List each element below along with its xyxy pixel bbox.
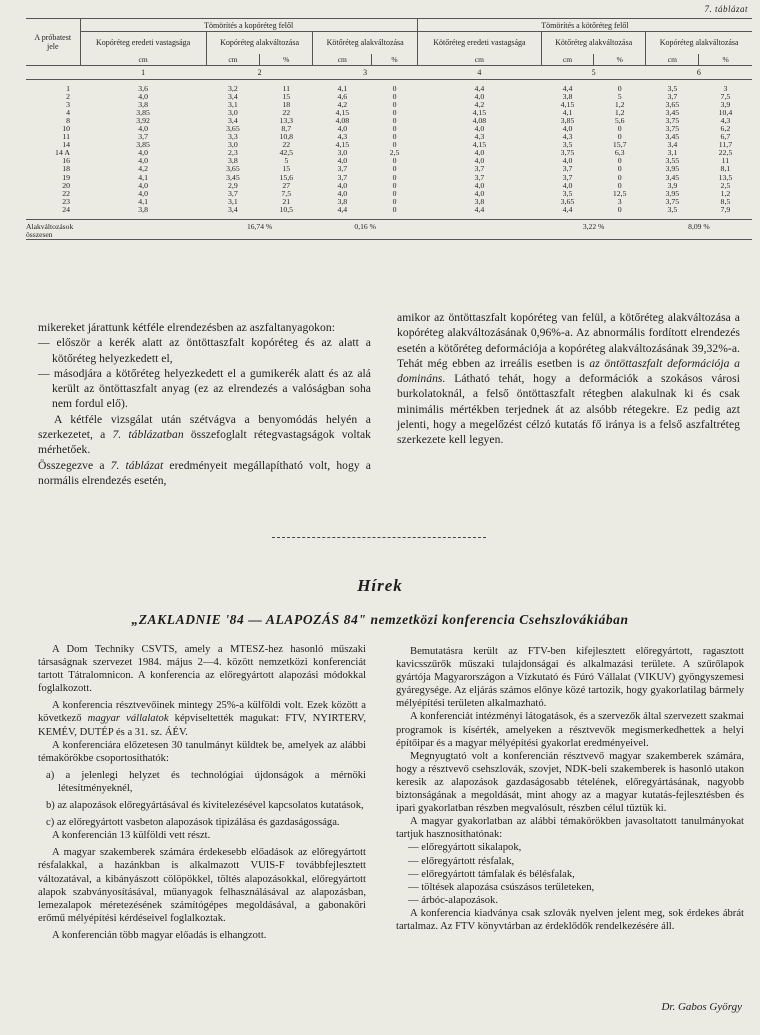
value-cell: 6,2 — [720, 123, 731, 133]
dash-item: — másodjára a kötőréteg helyezkedett el a gumikerék alatt és az alá került az öntöttaszfalt anyag (ez az elrendezés a valóságban soha nem fordul elő). — [38, 366, 371, 411]
value-cell: 3,6 — [138, 83, 148, 93]
value-cell: 0 — [392, 156, 397, 166]
value-cell: 4,4 — [474, 83, 485, 93]
value-cell: 4,6 — [337, 91, 348, 101]
table-row — [26, 141, 752, 149]
value-cell: 4,1 — [138, 172, 148, 182]
summary-binder-deformation: 0,16 % — [313, 219, 417, 240]
value-cell: 4,0 — [138, 91, 148, 101]
value-cell: 3,1 — [667, 148, 678, 158]
value-cell: 7,9 — [720, 204, 731, 214]
value-cell: 0 — [392, 172, 397, 182]
paragraph: amikor az öntöttaszfalt kopóréteg van felül, a kötőréteg alakváltozása a kopóréteg alakváltozásának 0,96%-a. Az abnormális fordított elrendezés esetén a kötőréteg deformációja a kopóréteg alakváltozásának 39,32%-a. Tehát még ebben az irreális esetben is az öntöttaszfalt deformációja a domináns. Látható tehát, hogy a deformációk a szokásos városi burkolatoknál, a felső öntöttaszfalt rétegben alakulnak ki és csak minimális mértékben terjednek át az alsóbb rétegekre. Ez pedig azt jelenti, hogy a megelőzést célzó kutatás fő iránya is a felső aszfaltréteg szerkezete kell legyen. — [397, 311, 740, 447]
paragraph: A magyar szakemberek számára érdekesebb előadások az előregyártott résfalakkal, a hazánkban is alkalmazott VUIS-F továbbfejlesztett változatával, a kibányászott cölöpökkel, töltés alapozásokkal, előregyártott alapok szabványosításával, műanyagok felhasználásával az alapozásban, lemezalapok méretezésének számítógépes megoldásával, a gabonaköri erőmű mélyépítési kérdéseivel foglalkoztak. — [38, 847, 366, 924]
value-cell: 0 — [392, 123, 397, 133]
value-cell: 3,45 — [665, 172, 680, 182]
col-header-wear-deformation: Kopóréteg alakváltozása — [206, 32, 313, 54]
table-row — [26, 174, 752, 182]
value-cell: 3,65 — [665, 99, 680, 109]
col-header-wear-deformation-2: Kopóréteg alakváltozása — [646, 32, 752, 54]
specimen-id-cell: 18 — [62, 164, 70, 174]
value-cell: 4,0 — [474, 180, 485, 190]
value-cell: 4,0 — [474, 91, 485, 101]
unit-cm: cm — [313, 54, 372, 66]
value-cell: 4,1 — [337, 83, 348, 93]
paragraph: A konferencia résztvevőinek mintegy 25%-a külföldi volt. Ezek között a következő magyar vállalatok képviseltették magukat: FTV, NYIRTERV, KEMÉV, DUTÉP és a 31. sz. ÁÉV. — [38, 700, 366, 738]
value-cell: 0 — [392, 204, 397, 214]
value-cell: 3,5 — [562, 140, 573, 150]
value-cell: 3,2 — [228, 83, 238, 93]
value-cell: 4,1 — [138, 196, 148, 206]
unit-pct: % — [699, 54, 752, 66]
value-cell: 10,8 — [279, 132, 294, 142]
value-cell: 3,75 — [560, 148, 575, 158]
unit-cm: cm — [206, 54, 259, 66]
value-cell: 13,5 — [718, 172, 733, 182]
value-cell: 3,0 — [228, 140, 238, 150]
value-cell: 0 — [392, 140, 397, 150]
value-cell: 5 — [284, 156, 289, 166]
value-cell: 4,3 — [337, 132, 348, 142]
value-cell: 3,45 — [665, 132, 680, 142]
section-divider — [272, 537, 486, 538]
paragraph: A konferenciára előzetesen 30 tanulmányt küldtek be, amelyek az alábbi témakörökbe csoportosíthatók: — [38, 739, 366, 764]
col-header-specimen: A próbatest jele — [26, 19, 80, 66]
value-cell: 0 — [392, 188, 397, 198]
value-cell: 3,65 — [226, 123, 240, 133]
value-cell: 6,7 — [720, 132, 731, 142]
col-header-binder-thickness: Kötőréteg eredeti vastagsága — [417, 32, 541, 54]
value-cell: 22,5 — [718, 148, 733, 158]
value-cell: 3,5 — [562, 188, 573, 198]
col-header-wear-thickness: Kopóréteg eredeti vastagsága — [80, 32, 206, 54]
col-number: 6 — [646, 66, 752, 80]
value-cell: 4,4 — [337, 204, 348, 214]
value-cell: 3,85 — [136, 140, 150, 150]
value-cell: 4,0 — [562, 123, 573, 133]
value-cell: 4,15 — [472, 140, 487, 150]
value-cell: 4,0 — [337, 180, 348, 190]
table-row — [26, 133, 752, 141]
value-cell: 4,0 — [337, 123, 348, 133]
unit-cm: cm — [417, 54, 541, 66]
value-cell: 5,6 — [614, 115, 625, 125]
specimen-id-cell: 11 — [62, 132, 70, 142]
unit-pct: % — [260, 54, 313, 66]
value-cell: 4,08 — [472, 115, 487, 125]
table-row — [26, 93, 752, 101]
author-signature: Dr. Gabos György — [661, 1001, 742, 1013]
table-row — [26, 101, 752, 109]
value-cell: 7,5 — [720, 91, 731, 101]
value-cell: 0 — [392, 91, 397, 101]
value-cell: 0 — [392, 83, 397, 93]
value-cell: 3,7 — [667, 91, 678, 101]
value-cell: 0 — [617, 164, 622, 174]
value-cell: 8,7 — [281, 123, 292, 133]
paragraph: A magyar gyakorlatban az alábbi témakörökben javasoltatott tanulmányokat tartjuk hasznosíthatónak: — [396, 816, 744, 841]
value-cell: 5 — [617, 91, 622, 101]
paragraph: mikereket járattunk kétféle elrendezésben az aszfaltanyagokon: — [38, 321, 335, 334]
value-cell: 0 — [392, 164, 397, 174]
value-cell: 10,5 — [279, 204, 294, 214]
value-cell: 3,8 — [138, 99, 148, 109]
paragraph: A konferencián több magyar előadás is elhangzott. — [52, 929, 267, 941]
specimen-id-cell: 20 — [62, 180, 70, 190]
col-number: 1 — [80, 66, 206, 80]
table-row — [26, 149, 752, 157]
paragraph: Összegezve a 7. táblázat eredményeit megállapítható volt, hogy a normális elrendezés esetén, — [38, 458, 372, 487]
article-right-column — [397, 310, 740, 448]
specimen-id-cell: 22 — [62, 188, 70, 198]
paragraph: A kétféle vizsgálat után szétvágva a benyomódás helyén a szerkezetet, a 7. táblázatban összefoglalt rétegvastagságok voltak mérhetőek. — [38, 412, 371, 457]
table-row — [26, 85, 752, 93]
value-cell: 3,8 — [474, 196, 485, 206]
value-cell: 7,5 — [281, 188, 292, 198]
summary-wear-deformation: 16,74 % — [206, 219, 313, 240]
value-cell: 15,6 — [279, 172, 294, 182]
group-header-wear: Tömörítés a kopóréteg felől — [80, 19, 417, 32]
value-cell: 4,1 — [562, 107, 573, 117]
group-header-binder: Tömörítés a kötőréteg felől — [417, 19, 752, 32]
value-cell: 3,5 — [667, 83, 678, 93]
value-cell: 6,3 — [614, 148, 625, 158]
value-cell: 3,45 — [665, 107, 680, 117]
value-cell: 3,8 — [138, 204, 148, 214]
value-cell: 2,5 — [389, 148, 400, 158]
value-cell: 3,4 — [228, 91, 238, 101]
value-cell: 3,85 — [560, 115, 575, 125]
value-cell: 3,7 — [474, 172, 485, 182]
value-cell: 0 — [617, 204, 622, 214]
value-cell: 4,15 — [335, 140, 350, 150]
specimen-id-cell: 24 — [62, 204, 70, 214]
unit-pct: % — [594, 54, 646, 66]
value-cell: 4,0 — [474, 156, 485, 166]
paragraph: Megnyugtató volt a konferencián résztvevő magyar szakemberek számára, hogy a résztvevő csehszlovák, szovjet, NDK-beli szakemberek is hasonló utakon keresik az alapozások gazdaságosabb tételének, előregyártásának, nagyobb biztonságának a megoldását, mint ahogy az a magyar kutatás-fejlesztésben és ipari gyakorlatban részben megvalósult, részben célul tűztük ki. — [396, 750, 744, 815]
value-cell: 4,2 — [138, 164, 148, 174]
value-cell: 3,9 — [667, 180, 678, 190]
value-cell: 4,0 — [474, 148, 485, 158]
summary-label: Alakváltozások összesen — [26, 219, 80, 240]
unit-pct: % — [372, 54, 418, 66]
value-cell: 4,0 — [474, 188, 485, 198]
value-cell: 8,1 — [720, 164, 731, 174]
value-cell: 0 — [617, 156, 622, 166]
value-cell: 0 — [392, 132, 397, 142]
paragraph: A konferenciát intézményi látogatások, és a szervezők által szervezett szakmai programok is kísérték, amelyeken a résztvevők megismerkedhettek a helyi építőipar és a magyar mélyépítési gyakorlat eredményeivel. — [396, 711, 744, 749]
value-cell: 4,0 — [562, 156, 573, 166]
news-heading: Hírek — [357, 576, 403, 595]
specimen-id-cell: 2 — [66, 91, 70, 101]
value-cell: 3,4 — [228, 204, 238, 214]
value-cell: 0 — [392, 107, 397, 117]
col-header-binder-deformation: Kötőréteg alakváltozása — [313, 32, 417, 54]
paragraph: A konferencián 13 külföldi vett részt. — [52, 830, 211, 842]
value-cell: 3,75 — [665, 196, 680, 206]
list-item: — előregyártott résfalak, — [408, 855, 515, 867]
value-cell: 3,1 — [228, 196, 238, 206]
specimen-id-cell: 4 — [66, 107, 70, 117]
list-item: — előregyártott sikalapok, — [408, 842, 522, 854]
value-cell: 3,1 — [228, 99, 238, 109]
value-cell: 0 — [617, 123, 622, 133]
value-cell: 3,4 — [228, 115, 238, 125]
unit-cm: cm — [80, 54, 206, 66]
value-cell: 18 — [282, 99, 291, 109]
specimen-id-cell: 16 — [62, 156, 70, 166]
table-row — [26, 157, 752, 165]
value-cell: 4,4 — [562, 204, 573, 214]
value-cell: 21 — [282, 196, 291, 206]
value-cell: 3,7 — [337, 172, 348, 182]
value-cell: 4,0 — [138, 188, 148, 198]
news-left-column — [38, 643, 366, 942]
summary-wear-deformation-2: 8,09 % — [646, 219, 752, 240]
table-row — [26, 117, 752, 125]
value-cell: 3,65 — [226, 164, 240, 174]
list-item: — töltések alapozása csúszásos területeken, — [408, 881, 595, 893]
value-cell: 3,8 — [562, 91, 573, 101]
col-number: 2 — [206, 66, 313, 80]
list-item: — árbóc-alapozások. — [408, 894, 499, 906]
value-cell: 11,7 — [718, 140, 733, 150]
value-cell: 4,08 — [335, 115, 350, 125]
value-cell: 4,4 — [474, 204, 485, 214]
value-cell: 3,7 — [562, 164, 573, 174]
unit-cm: cm — [646, 54, 699, 66]
value-cell: 4,0 — [138, 156, 148, 166]
table-row — [26, 206, 752, 214]
value-cell: 4,0 — [337, 156, 348, 166]
value-cell: 3,7 — [337, 164, 348, 174]
value-cell: 3,7 — [474, 164, 485, 174]
value-cell: 22 — [282, 107, 291, 117]
table-row — [26, 198, 752, 206]
value-cell: 0 — [392, 180, 397, 190]
value-cell: 3 — [617, 196, 622, 206]
value-cell: 4,0 — [138, 123, 148, 133]
paragraph: A Dom Techniky CSVTS, amely a MTESZ-hez hasonló műszaki társaságnak szervezet 1984. május 2—4. között nemzetközi konferenciát tartott Tátralomnicon. A konferencia az előregyártott alapozási módokkal foglalkozott. — [38, 644, 366, 695]
value-cell: 0 — [617, 83, 622, 93]
value-cell: 3,95 — [665, 164, 680, 174]
value-cell: 42,5 — [279, 148, 294, 158]
specimen-id-cell: 14 — [62, 140, 70, 150]
value-cell: 4,3 — [562, 132, 573, 142]
list-item: b) az alapozások előregyártásával és kivitelezésével kapcsolatos kutatások, — [46, 800, 364, 812]
value-cell: 1,2 — [720, 188, 731, 198]
table-row — [26, 165, 752, 173]
value-cell: 10,4 — [718, 107, 733, 117]
value-cell: 0 — [392, 99, 397, 109]
specimen-id-cell: 10 — [62, 123, 70, 133]
col-number: 3 — [313, 66, 417, 80]
value-cell: 15,7 — [612, 140, 627, 150]
value-cell: 15 — [282, 91, 291, 101]
value-cell: 3,92 — [136, 115, 150, 125]
value-cell: 4,0 — [337, 188, 348, 198]
dash-item: — először a kerék alatt az öntöttaszfalt kopóréteg és az alatt a kötőréteg helyezkedett el, — [38, 336, 371, 365]
value-cell: 3,75 — [665, 115, 680, 125]
value-cell: 3,8 — [228, 156, 238, 166]
value-cell: 27 — [282, 180, 291, 190]
value-cell: 1,2 — [614, 99, 625, 109]
value-cell: 4,15 — [560, 99, 575, 109]
value-cell: 3,0 — [337, 148, 348, 158]
specimen-id-cell: 14 A — [55, 148, 70, 158]
value-cell: 4,0 — [138, 180, 148, 190]
value-cell: 4,4 — [562, 83, 573, 93]
value-cell: 0 — [617, 132, 622, 142]
value-cell: 2,3 — [228, 148, 238, 158]
table-row — [26, 109, 752, 117]
value-cell: 0 — [392, 115, 397, 125]
value-cell: 3 — [723, 83, 728, 93]
summary-binder-deformation-2: 3,22 % — [541, 219, 645, 240]
value-cell: 3,7 — [138, 132, 148, 142]
value-cell: 11 — [282, 83, 291, 93]
col-header-binder-deformation-2: Kötőréteg alakváltozása — [541, 32, 645, 54]
value-cell: 3,95 — [665, 188, 680, 198]
value-cell: 8,5 — [720, 196, 731, 206]
paragraph: Bemutatásra került az FTV-ben kifejlesztett előregyártott, ragasztott kavicsszűrők műszaki tulajdonságai és alkalmazási területe. A szűrőlapok gyártója Magyarországon a Vízkutató és Fúró Vállalat (VIKUV) gyöngyszemesi gyáregysége. Az eljárás számos előnye közé tartozik, hogy gyakorlatilag bármely mélyépítési területen alkalmazható. — [396, 646, 744, 710]
value-cell: 0 — [617, 180, 622, 190]
value-cell: 0 — [617, 172, 622, 182]
news-right-column — [396, 645, 744, 933]
table-number: 7. táblázat — [704, 4, 748, 14]
value-cell: 3,9 — [720, 99, 731, 109]
col-number: 4 — [417, 66, 541, 80]
value-cell: 3,7 — [562, 172, 573, 182]
value-cell: 12,5 — [612, 188, 627, 198]
value-cell: 4,0 — [474, 123, 485, 133]
value-cell: 4,15 — [335, 107, 350, 117]
value-cell: 3,45 — [226, 172, 240, 182]
value-cell: 13,3 — [279, 115, 294, 125]
list-item: a) a jelenlegi helyzet és technológiai újdonságok a mérnöki létesítményeknél, — [46, 769, 366, 794]
value-cell: 15 — [282, 164, 291, 174]
value-cell: 4,0 — [138, 148, 148, 158]
value-cell: 3,3 — [228, 132, 238, 142]
value-cell: 4,2 — [474, 99, 485, 109]
value-cell: 4,2 — [337, 99, 348, 109]
news-title: „ZAKLADNIE '84 — ALAPOZÁS 84" nemzetközi konferencia Csehszlovákiában — [131, 612, 629, 627]
value-cell: 3,4 — [667, 140, 678, 150]
value-cell: 1,2 — [614, 107, 625, 117]
value-cell: 2,5 — [720, 180, 731, 190]
unit-cm: cm — [541, 54, 593, 66]
value-cell: 3,0 — [228, 107, 238, 117]
value-cell: 4,0 — [562, 180, 573, 190]
list-item: — előregyártott támfalak és bélésfalak, — [408, 868, 575, 880]
value-cell: 3,8 — [337, 196, 348, 206]
value-cell: 3,75 — [665, 123, 680, 133]
specimen-id-cell: 19 — [62, 172, 70, 182]
value-cell: 2,9 — [228, 180, 238, 190]
value-cell: 3,7 — [228, 188, 238, 198]
list-item: c) az előregyártott vasbeton alapozások tipizálása és gazdaságossága. — [46, 817, 340, 829]
value-cell: 3,65 — [560, 196, 575, 206]
col-number: 5 — [541, 66, 645, 80]
table-row — [26, 182, 752, 190]
paragraph: A konferencia kiadványa csak szlovák nyelven jelent meg, sok érdekes ábrát tartalmaz. Az FTV könyvtárban az érdeklődők rendelkezésére áll. — [396, 907, 744, 932]
value-cell: 4,15 — [472, 107, 487, 117]
value-cell: 4,3 — [720, 115, 731, 125]
specimen-id-cell: 3 — [66, 99, 70, 109]
specimen-id-cell: 8 — [66, 115, 70, 125]
value-cell: 4,3 — [474, 132, 485, 142]
specimen-id-cell: 1 — [66, 83, 70, 93]
results-table — [26, 18, 752, 240]
article-left-column — [38, 320, 371, 488]
specimen-id-cell: 23 — [62, 196, 70, 206]
table-row — [26, 125, 752, 133]
value-cell: 3,85 — [136, 107, 150, 117]
table-row — [26, 190, 752, 198]
value-cell: 3,55 — [665, 156, 680, 166]
value-cell: 22 — [282, 140, 291, 150]
value-cell: 11 — [721, 156, 730, 166]
value-cell: 3,5 — [667, 204, 678, 214]
value-cell: 0 — [392, 196, 397, 206]
